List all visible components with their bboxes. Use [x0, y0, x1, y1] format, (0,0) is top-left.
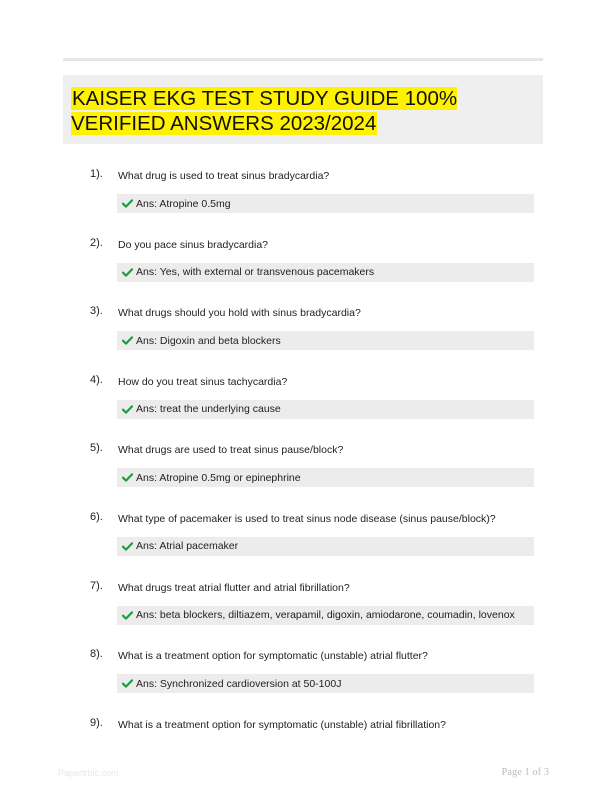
answer-text: Ans: Synchronized cardioversion at 50-100J	[136, 677, 342, 690]
qa-item	[0, 648, 606, 717]
answer-box	[117, 537, 534, 556]
title-banner	[63, 75, 543, 144]
question-text: What drugs are used to treat sinus pause/block?	[118, 444, 344, 457]
question-number: 4).	[90, 373, 103, 386]
footer-watermark: Papertrbic.com	[58, 768, 119, 778]
question-text: What is a treatment option for symptomatic (unstable) atrial fibrillation?	[118, 718, 446, 731]
qa-item	[0, 168, 606, 237]
answer-text: Ans: Digoxin and beta blockers	[136, 334, 281, 347]
question-text: What drugs should you hold with sinus bradycardia?	[118, 307, 361, 320]
question-text: What drugs treat atrial flutter and atrial fibrillation?	[118, 581, 350, 594]
question-text: How do you treat sinus tachycardia?	[118, 375, 288, 388]
check-icon	[122, 336, 133, 345]
answer-text: Ans: Yes, with external or transvenous pacemakers	[136, 266, 375, 279]
question-number: 3).	[90, 305, 103, 318]
qa-item	[0, 442, 606, 511]
answer-box	[117, 674, 534, 693]
question-text: What drug is used to treat sinus bradycardia?	[118, 170, 330, 182]
answer-text: Ans: Atropine 0.5mg or epinephrine	[136, 471, 301, 484]
check-icon	[122, 405, 133, 414]
question-number: 8).	[90, 648, 103, 661]
question-list	[0, 168, 606, 785]
document-title-highlight: KAISER EKG TEST STUDY GUIDE 100% VERIFIED ANSWERS 2023/2024	[71, 87, 458, 135]
check-icon	[122, 268, 133, 277]
question-number: 7).	[90, 579, 103, 592]
question-number: 5).	[90, 442, 103, 455]
answer-box	[117, 263, 534, 282]
check-icon	[122, 679, 133, 688]
answer-box	[117, 606, 534, 625]
check-icon	[122, 199, 133, 208]
answer-text: Ans: Atrial pacemaker	[136, 540, 239, 553]
question-number: 2).	[90, 236, 103, 249]
qa-item	[0, 237, 606, 306]
question-text: What type of pacemaker is used to treat sinus node disease (sinus pause/block)?	[118, 512, 496, 525]
document-title	[71, 86, 535, 136]
answer-box	[117, 194, 534, 213]
qa-item	[0, 580, 606, 649]
answer-text: Ans: beta blockers, diltiazem, verapamil, digoxin, amiodarone, coumadin, lovenox	[136, 609, 515, 622]
question-text: What is a treatment option for symptomatic (unstable) atrial flutter?	[118, 650, 428, 663]
question-text: Do you pace sinus bradycardia?	[118, 238, 269, 251]
answer-box	[117, 400, 534, 419]
answer-box	[117, 468, 534, 487]
answer-text: Ans: Atropine 0.5mg	[136, 197, 231, 210]
page-indicator: Page 1 of 3	[501, 767, 549, 778]
check-icon	[122, 611, 133, 620]
question-number: 9).	[90, 716, 103, 729]
check-icon	[122, 473, 133, 482]
qa-item	[0, 511, 606, 580]
top-divider	[63, 58, 543, 61]
answer-box	[117, 331, 534, 350]
answer-text: Ans: treat the underlying cause	[136, 403, 281, 416]
question-number: 1).	[90, 168, 103, 180]
check-icon	[122, 542, 133, 551]
qa-item	[0, 305, 606, 374]
question-number: 6).	[90, 510, 103, 523]
qa-item	[0, 374, 606, 443]
